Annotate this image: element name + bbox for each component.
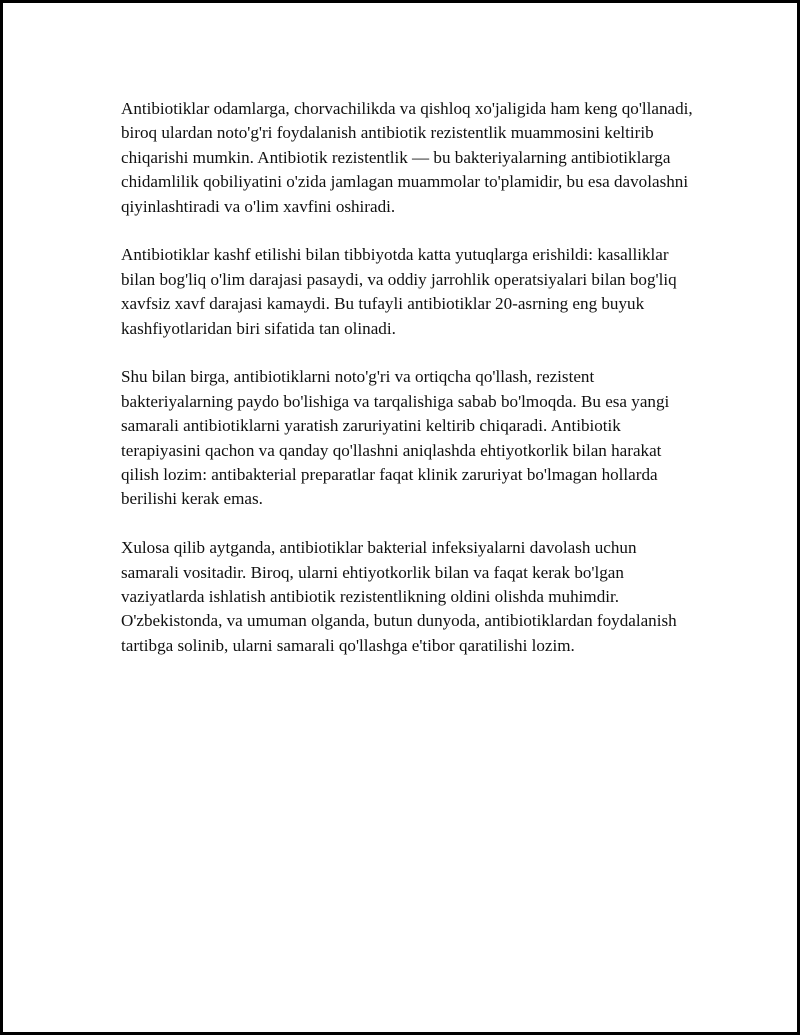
paragraph-3: Shu bilan birga, antibiotiklarni noto'g'ri va ortiqcha qo'llash, rezistent bakteriyalarning paydo bo'lishiga va tarqalishiga sabab bo'lmoqda. Bu esa yangi samarali antibiotiklarni yaratish zaruriyatini keltirib chiqaradi. Antibiotik terapiyasini qachon va qanday qo'llashni aniqlashda ehtiyotkorlik bilan harakat qilish lozim: antibakterial preparatlar faqat klinik zaruriyat bo'lmagan hollarda berilishi kerak emas.: [121, 367, 670, 509]
document-body: [121, 97, 696, 683]
paragraph-4: Xulosa qilib aytganda, antibiotiklar bakterial infeksiyalarni davolash uchun samarali vositadir. Biroq, ularni ehtiyotkorlik bilan va faqat kerak bo'lgan vaziyatlarda ishlatish antibiotik rezistentlikning oldini olishda muhimdir. O'zbekistonda, va umuman olganda, butun dunyoda, antibiotiklardan foydalanish tartibga solinib, ularni samarali qo'llashga e'tibor qaratilishi lozim.: [121, 538, 677, 655]
paragraph-2: Antibiotiklar kashf etilishi bilan tibbiyotda katta yutuqlarga erishildi: kasalliklar bilan bog'liq o'lim darajasi pasaydi, va oddiy jarrohlik operatsiyalari bilan bog'liq xavfsiz xavf darajasi kamaydi. Bu tufayli antibiotiklar 20-asrning eng buyuk kashfiyotlaridan biri sifatida tan olinadi.: [121, 245, 677, 338]
paragraph-1: Antibiotiklar odamlarga, chorvachilikda va qishloq xo'jaligida ham keng qo'llanadi, biroq ulardan noto'g'ri foydalanish antibiotik rezistentlik muammosini keltirib chiqarishi mumkin. Antibiotik rezistentlik — bu bakteriyalarning antibiotiklarga chidamlilik qobiliyatini o'zida jamlagan muammolar to'plamidir, bu esa davolashni qiyinlashtiradi va o'lim xavfini oshiradi.: [121, 99, 693, 216]
